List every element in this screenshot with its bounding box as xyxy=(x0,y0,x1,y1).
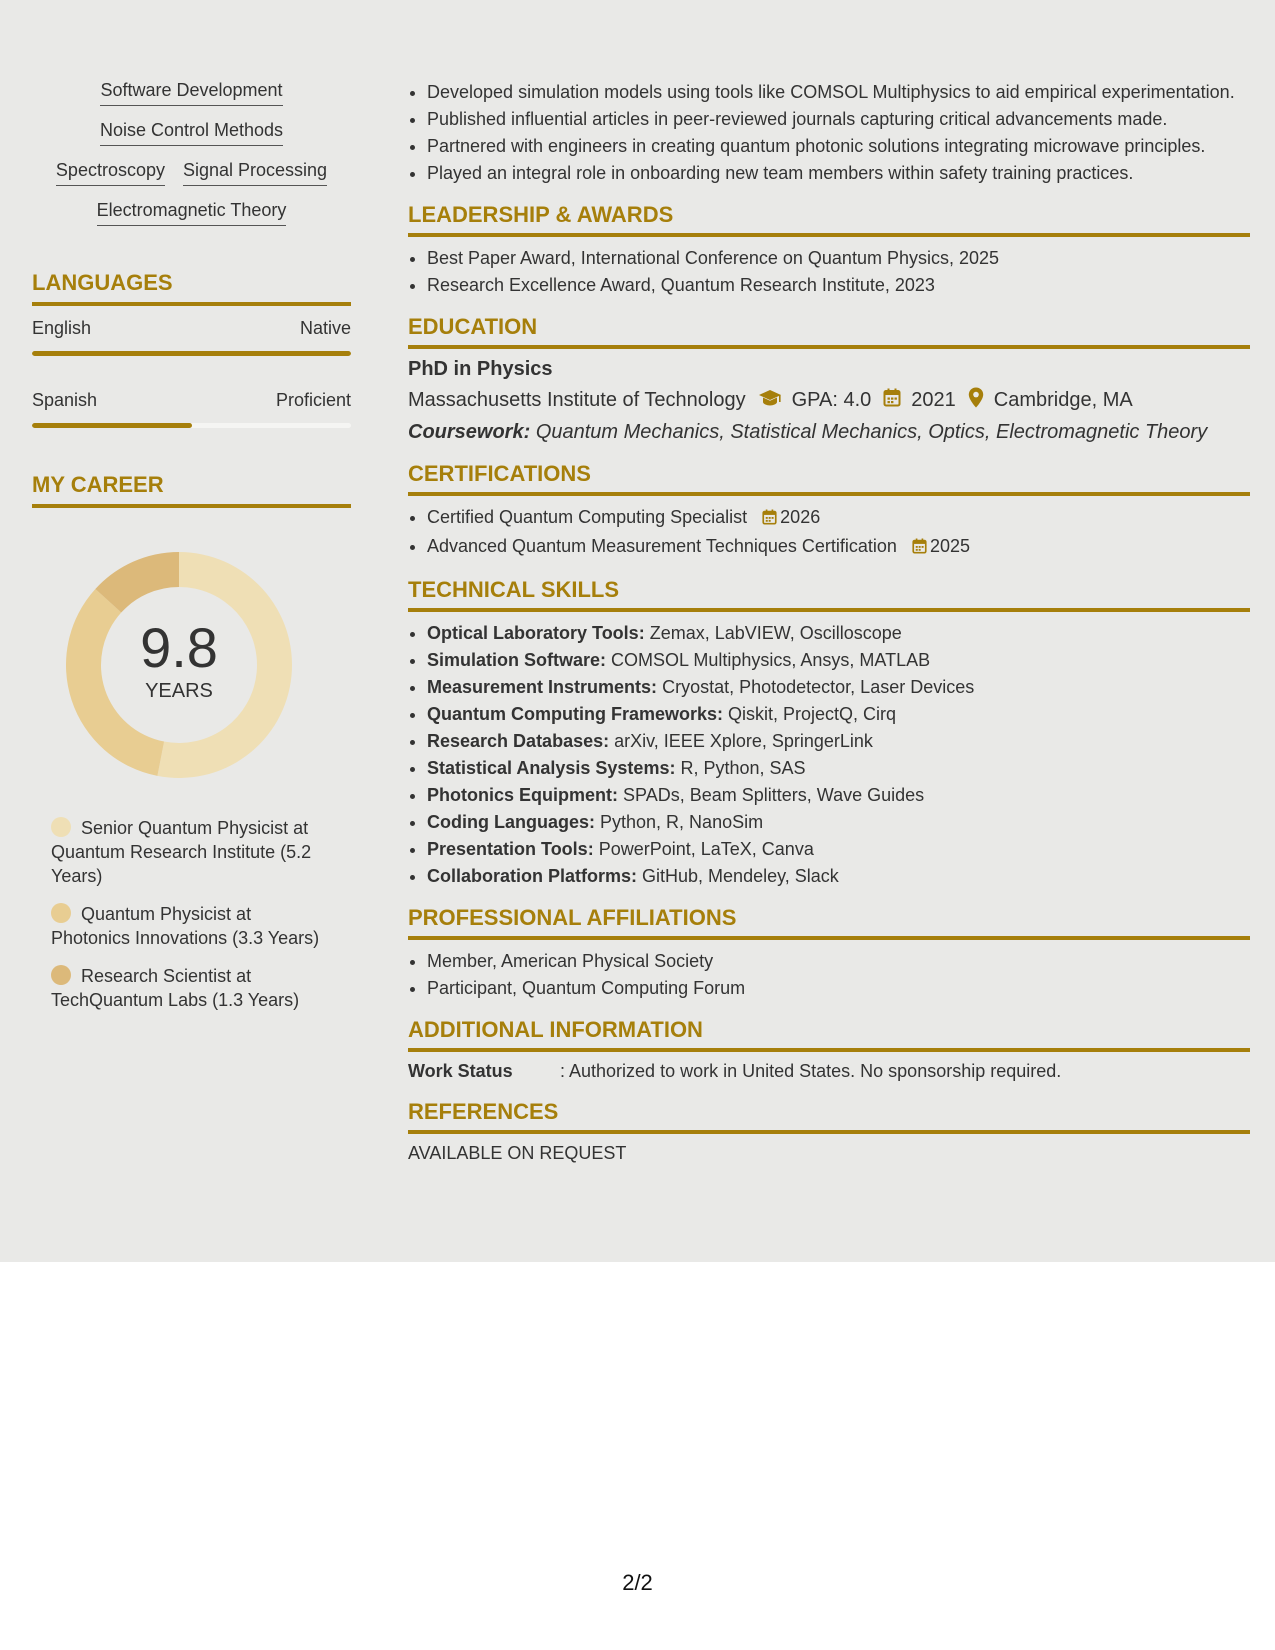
experience-bullet: • Played an integral role in onboarding new team members within safety training practices. xyxy=(427,161,1250,185)
skills-row xyxy=(32,80,351,106)
education-year: 2021 xyxy=(911,389,956,411)
skill-values: GitHub, Mendeley, Slack xyxy=(642,866,839,886)
skill-category: Statistical Analysis Systems: xyxy=(427,758,676,778)
skill-tag: Electromagnetic Theory xyxy=(97,200,287,226)
technical-skill-item xyxy=(427,837,1250,861)
skill-tag: Noise Control Methods xyxy=(100,120,283,146)
education-degree: PhD in Physics xyxy=(408,358,553,380)
technical-skill-item xyxy=(427,648,1250,672)
skill-tag: Software Development xyxy=(100,80,282,106)
education-location: Cambridge, MA xyxy=(993,389,1133,411)
sidebar xyxy=(32,80,351,1026)
skill-values: PowerPoint, LaTeX, Canva xyxy=(598,839,814,859)
career-years-unit: YEARS xyxy=(145,680,213,702)
work-status-row xyxy=(408,1061,1250,1082)
language-level: Native xyxy=(299,318,351,338)
technical-skill-item xyxy=(427,702,1250,726)
affiliation-item: • Member, American Physical Society xyxy=(427,949,1250,973)
career-legend-text: Senior Quantum Physicist at Quantum Research Institute (5.2 Years) xyxy=(51,818,312,886)
career-total-years: 9.8 xyxy=(140,616,218,679)
certification-name: Certified Quantum Computing Specialist xyxy=(427,507,748,527)
technical-skills-list xyxy=(408,621,1250,888)
experience-bullet: • Partnered with engineers in creating quantum photonic solutions integrating microwave principles. xyxy=(427,134,1250,158)
language-level: Proficient xyxy=(275,390,351,410)
coursework-label: Coursework: xyxy=(408,421,531,443)
technical-skill-item xyxy=(427,756,1250,780)
certification-year: 2026 xyxy=(780,507,821,527)
certifications-list xyxy=(408,505,1250,560)
career-legend-item xyxy=(51,816,331,888)
skill-category: Coding Languages: xyxy=(427,812,595,832)
certification-item xyxy=(427,505,1250,531)
career-heading: MY CAREER xyxy=(32,472,351,508)
skills-row xyxy=(32,200,351,226)
leadership-list xyxy=(408,246,1250,297)
calendar-icon xyxy=(883,388,901,413)
education-gpa: GPA: 4.0 xyxy=(791,389,872,411)
technical-skill-item xyxy=(427,864,1250,888)
affiliation-item: • Participant, Quantum Computing Forum xyxy=(427,976,1250,1000)
main-content xyxy=(408,80,1250,1164)
technical-skill-item xyxy=(427,783,1250,807)
calendar-icon xyxy=(912,536,927,560)
education-heading: EDUCATION xyxy=(408,314,1250,349)
language-bar xyxy=(32,351,351,356)
certification-item xyxy=(427,534,1250,560)
legend-dot xyxy=(51,817,71,837)
skills-row xyxy=(32,160,351,186)
technical-skill-item xyxy=(427,729,1250,753)
experience-bullet: • Developed simulation models using tools like COMSOL Multiphysics to aid empirical experimentation. xyxy=(427,80,1250,104)
donut-center xyxy=(66,618,292,703)
skill-tag: Signal Processing xyxy=(183,160,327,186)
language-spanish xyxy=(32,390,351,428)
skill-values: Python, R, NanoSim xyxy=(600,812,764,832)
language-bar xyxy=(32,423,351,428)
work-status-label: Work Status xyxy=(408,1061,513,1081)
skill-values: Qiskit, ProjectQ, Cirq xyxy=(728,704,897,724)
skill-values: R, Python, SAS xyxy=(680,758,806,778)
calendar-icon xyxy=(762,507,777,531)
skill-category: Optical Laboratory Tools: xyxy=(427,623,645,643)
career-legend-text: Quantum Physicist at Photonics Innovations (3.3 Years) xyxy=(51,904,320,948)
legend-dot xyxy=(51,965,71,985)
location-pin-icon xyxy=(968,387,984,414)
certification-year: 2025 xyxy=(929,536,970,556)
technical-skills-heading: TECHNICAL SKILLS xyxy=(408,577,1250,612)
career-legend-text: Research Scientist at TechQuantum Labs (1.3 Years) xyxy=(51,966,300,1010)
skill-category: Simulation Software: xyxy=(427,650,607,670)
skills-row xyxy=(32,120,351,146)
references-heading: REFERENCES xyxy=(408,1099,1250,1134)
education-coursework xyxy=(408,421,1250,444)
skill-category: Presentation Tools: xyxy=(427,839,594,859)
language-name: English xyxy=(32,318,92,338)
language-english xyxy=(32,318,351,356)
page-number: 2/2 xyxy=(622,1570,653,1595)
certification-name: Advanced Quantum Measurement Techniques Certification xyxy=(427,536,897,556)
skill-category: Quantum Computing Frameworks: xyxy=(427,704,724,724)
skill-values: Cryostat, Photodetector, Laser Devices xyxy=(662,677,975,697)
career-legend xyxy=(32,816,351,1012)
skill-category: Measurement Instruments: xyxy=(427,677,658,697)
affiliations-list xyxy=(408,949,1250,1000)
legend-dot xyxy=(51,903,71,923)
technical-skill-item xyxy=(427,810,1250,834)
career-legend-item xyxy=(51,902,331,950)
education-details xyxy=(408,387,1250,414)
skill-tag: Spectroscopy xyxy=(56,160,165,186)
leadership-heading: LEADERSHIP & AWARDS xyxy=(408,202,1250,237)
career-legend-item xyxy=(51,964,331,1012)
language-bar-fill xyxy=(32,423,192,428)
experience-bullet: • Published influential articles in peer-reviewed journals capturing critical advancements made. xyxy=(427,107,1250,131)
references-text: AVAILABLE ON REQUEST xyxy=(408,1143,627,1163)
certifications-heading: CERTIFICATIONS xyxy=(408,461,1250,496)
education-school: Massachusetts Institute of Technology xyxy=(408,389,746,411)
experience-bullets xyxy=(408,80,1250,185)
technical-skill-item xyxy=(427,621,1250,645)
languages-heading: LANGUAGES xyxy=(32,270,351,306)
skill-values: arXiv, IEEE Xplore, SpringerLink xyxy=(614,731,873,751)
skill-values: Zemax, LabVIEW, Oscilloscope xyxy=(649,623,902,643)
affiliations-heading: PROFESSIONAL AFFILIATIONS xyxy=(408,905,1250,940)
award-item: • Best Paper Award, International Conference on Quantum Physics, 2025 xyxy=(427,246,1250,270)
language-bar-fill xyxy=(32,351,351,356)
coursework-list: Quantum Mechanics, Statistical Mechanics, Optics, Electromagnetic Theory xyxy=(535,421,1208,443)
graduation-cap-icon xyxy=(758,389,782,413)
skills-tags xyxy=(32,80,351,226)
technical-skill-item xyxy=(427,675,1250,699)
skill-values: COMSOL Multiphysics, Ansys, MATLAB xyxy=(611,650,931,670)
language-name: Spanish xyxy=(32,390,98,410)
skill-values: SPADs, Beam Splitters, Wave Guides xyxy=(623,785,925,805)
skill-category: Photonics Equipment: xyxy=(427,785,618,805)
additional-info-heading: ADDITIONAL INFORMATION xyxy=(408,1017,1250,1052)
award-item: • Research Excellence Award, Quantum Research Institute, 2023 xyxy=(427,273,1250,297)
skill-category: Research Databases: xyxy=(427,731,610,751)
skill-category: Collaboration Platforms: xyxy=(427,866,638,886)
career-donut-chart xyxy=(66,552,292,778)
work-status-value: : Authorized to work in United States. No sponsorship required. xyxy=(560,1061,1062,1081)
